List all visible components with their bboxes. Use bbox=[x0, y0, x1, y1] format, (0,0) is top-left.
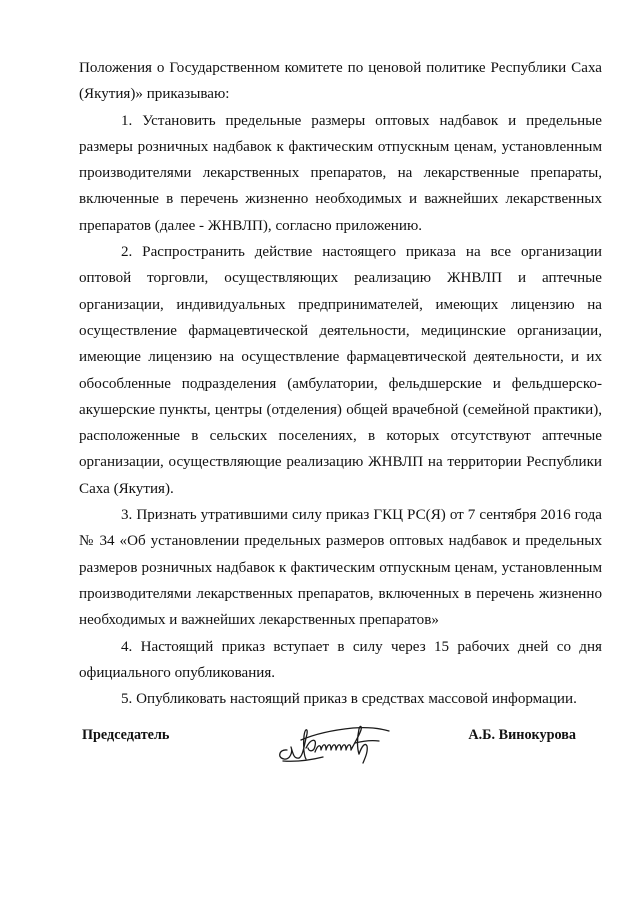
paragraph-intro: Положения о Государственном комитете по ценовой политике Республики Саха (Якутия)» приказываю: bbox=[79, 60, 602, 103]
signature-block bbox=[79, 720, 576, 770]
document-body bbox=[79, 55, 602, 712]
paragraph-item-3: 3. Признать утратившими силу приказ ГКЦ РС(Я) от 7 сентября 2016 года № 34 «Об установлении предельных размеров оптовых надбавок и предельных размеров розничных надбавок к фактическим отпускным ценам, установленным производителями лекарственных препаратов, включенных в перечень жизненно необходимых и важнейших лекарственных препаратов» bbox=[79, 507, 602, 629]
paragraph-item-4: 4. Настоящий приказ вступает в силу через 15 рабочих дней со дня официального опубликования. bbox=[79, 638, 602, 681]
signatory-name: А.Б. Винокурова bbox=[468, 727, 576, 743]
handwritten-signature bbox=[271, 716, 396, 768]
signatory-title: Председатель bbox=[82, 727, 170, 743]
paragraph-item-2: 2. Распространить действие настоящего приказа на все организации оптовой торговли, осуществляющих реализацию ЖНВЛП и аптечные организации, индивидуальных предпринимателей, имеющих лицензию на осуществление фармацевтической деятельности, медицинские организации, имеющие лицензию на осуществление фармацевтической деятельности, и их обособленные подразделения (амбулатории, фельдшерские и фельдшерско-акушерские пункты, центры (отделения) общей врачебной (семейной практики), расположенные в сельских поселениях, в которых отсутствуют аптечные организации, осуществляющие реализацию ЖНВЛП на территории Республики Саха (Якутия). bbox=[79, 244, 602, 497]
paragraph-item-1: 1. Установить предельные размеры оптовых надбавок и предельные размеры розничных надбавок к фактическим отпускным ценам, установленным производителями лекарственных препаратов, на лекарственные препараты, включенные в перечень жизненно необходимых и важнейших лекарственных препаратов (далее - ЖНВЛП), согласно приложению. bbox=[79, 112, 602, 234]
paragraph-item-5: 5. Опубликовать настоящий приказ в средствах массовой информации. bbox=[121, 691, 577, 708]
